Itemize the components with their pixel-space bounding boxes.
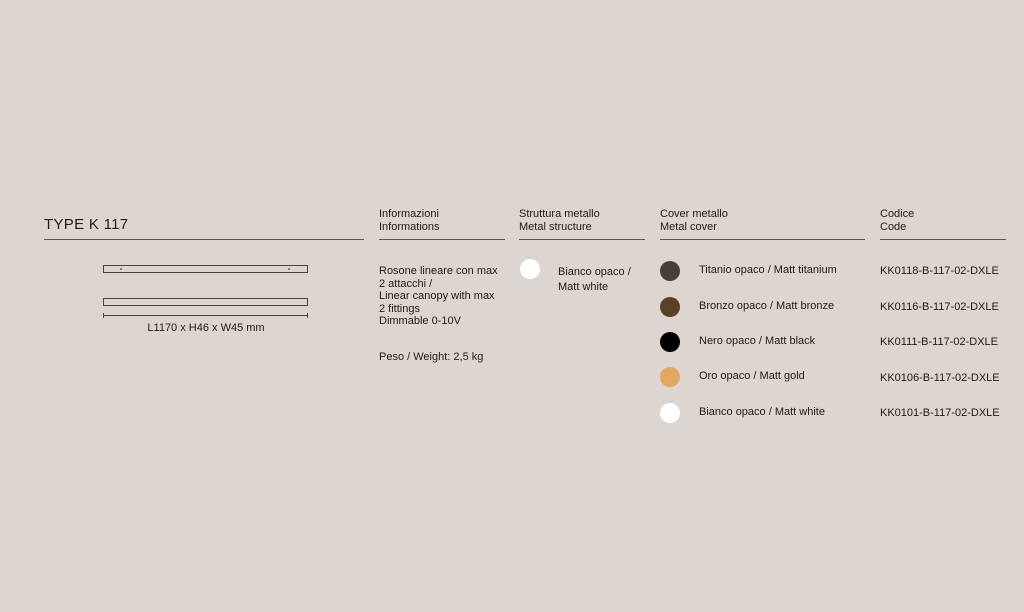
header-cover: [660, 208, 728, 233]
cover-label: Oro opaco / Matt gold: [699, 370, 805, 382]
drawing-attachment-point: [288, 268, 290, 270]
header-structure-en: Metal structure: [519, 220, 592, 233]
header-cover-it: Cover metallo: [660, 208, 728, 220]
info-description: [379, 265, 498, 328]
product-code: KK0118-B-117-02-DXLE: [880, 265, 999, 277]
cover-color-swatch: [660, 332, 680, 352]
divider-structure: [519, 239, 645, 240]
cover-color-swatch: [660, 297, 680, 317]
info-weight: Peso / Weight: 2,5 kg: [379, 351, 484, 363]
divider-type: [44, 239, 364, 240]
header-structure: [519, 208, 600, 233]
info-line: 2 fittings: [379, 302, 420, 315]
structure-label-it: Bianco opaco /: [558, 266, 631, 278]
header-code-en: Code: [880, 220, 907, 233]
header-code: [880, 208, 914, 233]
divider-code: [880, 239, 1006, 240]
structure-label: [558, 265, 631, 294]
header-cover-en: Metal cover: [660, 220, 717, 233]
cover-label: Titanio opaco / Matt titanium: [699, 264, 837, 276]
header-structure-it: Struttura metallo: [519, 208, 600, 220]
structure-color-swatch: [520, 259, 540, 279]
product-dimensions: L1170 x H46 x W45 mm: [147, 322, 265, 334]
cover-color-swatch: [660, 367, 680, 387]
header-info: [379, 208, 440, 233]
product-type-title: TYPE K 117: [44, 216, 129, 233]
product-code: KK0101-B-117-02-DXLE: [880, 407, 1000, 419]
info-line: Linear canopy with max: [379, 290, 495, 302]
drawing-top-view: [104, 266, 308, 273]
info-line: 2 attacchi /: [379, 277, 433, 290]
divider-cover: [660, 239, 865, 240]
cover-label: Bianco opaco / Matt white: [699, 406, 825, 418]
cover-label: Nero opaco / Matt black: [699, 335, 816, 347]
cover-color-swatch: [660, 261, 680, 281]
product-code: KK0106-B-117-02-DXLE: [880, 372, 1000, 384]
drawing-attachment-point: [120, 268, 122, 270]
drawing-side-view: [104, 299, 308, 306]
cover-label: Bronzo opaco / Matt bronze: [699, 300, 835, 312]
info-line: Dimmable 0-10V: [379, 315, 461, 327]
header-info-en: Informations: [379, 220, 440, 233]
divider-info: [379, 239, 505, 240]
product-code: KK0116-B-117-02-DXLE: [880, 301, 999, 313]
product-code: KK0111-B-117-02-DXLE: [880, 336, 999, 348]
info-line: Rosone lineare con max: [379, 265, 498, 277]
cover-color-swatch: [660, 403, 680, 423]
structure-label-en: Matt white: [558, 280, 609, 293]
product-technical-drawing: [98, 258, 314, 320]
header-info-it: Informazioni: [379, 208, 439, 220]
header-code-it: Codice: [880, 208, 915, 220]
